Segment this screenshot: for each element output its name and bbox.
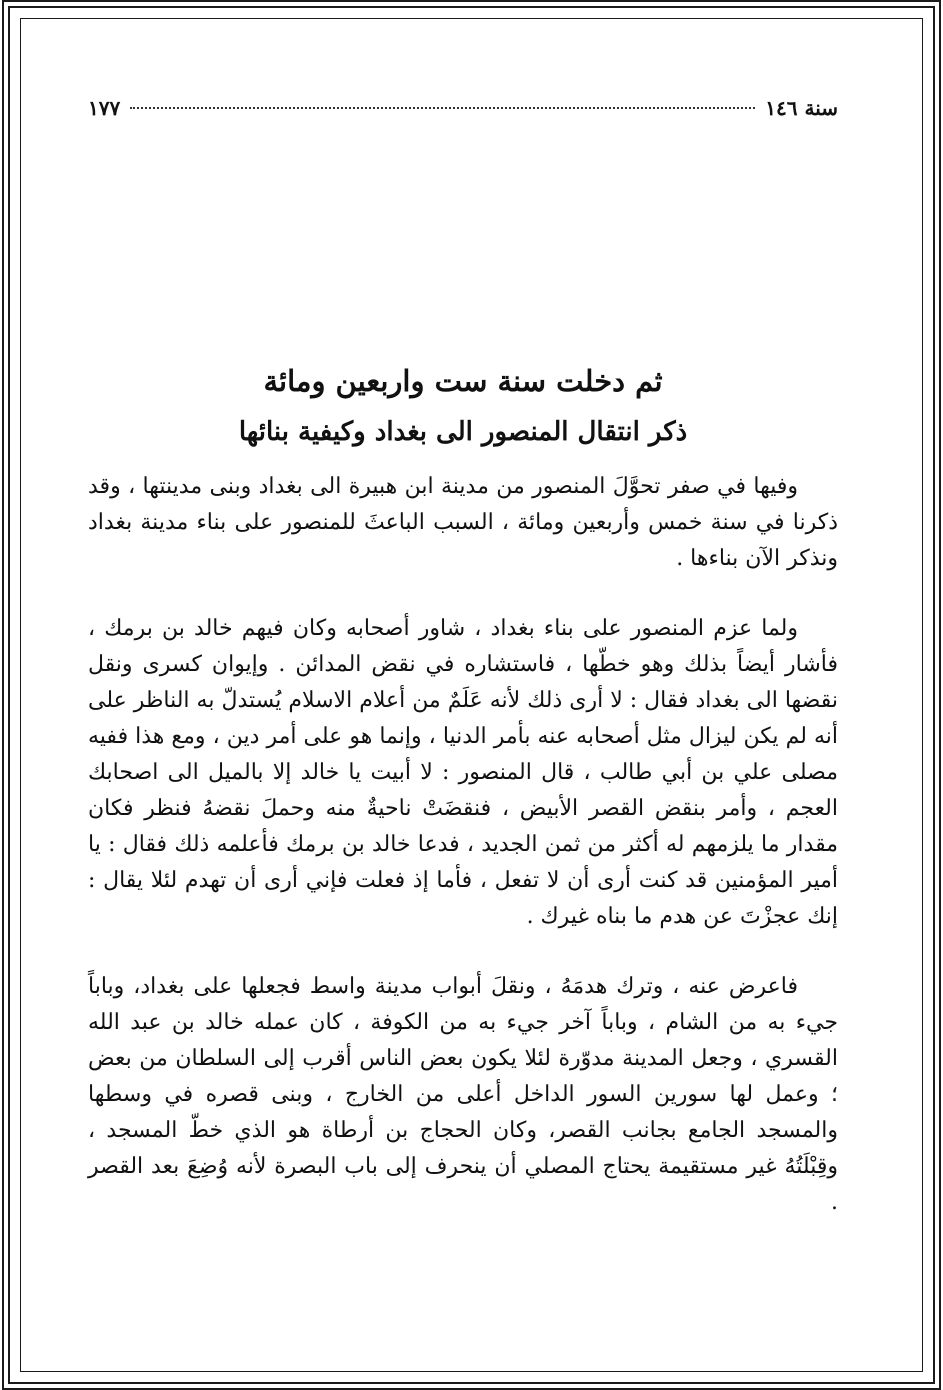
page-number: ١٧٧ bbox=[88, 96, 121, 120]
section-label: سنة ١٤٦ bbox=[765, 96, 838, 120]
paragraph: فاعرض عنه ، وترك هدمَهُ ، ونقلَ أبواب مدينة واسط فجعلها على بغداد، وباباً جيء به من الشام ، وباباً آخر جيء به من الكوفة ، كان عمله خالد بن عبد الله القسري ، وجعل المدينة مدوّرة لئلا يكون بعض الناس أقرب إلى السلطان من بعض ؛ وعمل لها سورين السور الداخل أعلى من الخارج ، وبنى قصره في وسطها والمسجد الجامع بجانب القصر، وكان الحجاج بن أرطاة هو الذي خطّ المسجد ، وقِبْلَتُهُ غير مستقيمة يحتاج المصلي أن ينحرف إلى باب البصرة لأنه وُضِعَ بعد القصر . bbox=[88, 974, 838, 1215]
paragraph: وفيها في صفر تحوَّلَ المنصور من مدينة ابن هبيرة الى بغداد وبنى مدينتها ، وقد ذكرنا في سنة خمس وأربعين ومائة ، السبب الباعثَ للمنصور على بناء مدينة بغداد ونذكر الآن بناءها . bbox=[88, 474, 838, 571]
page-body bbox=[88, 355, 838, 1255]
chapter-heading: ذكر انتقال المنصور الى بغداد وكيفية بنائها bbox=[238, 417, 688, 447]
year-heading: ثم دخلت سنة ست واربعين ومائة bbox=[263, 364, 663, 398]
paragraph: ولما عزم المنصور على بناء بغداد ، شاور أصحابه وكان فيهم خالد بن برمك ، فأشار أيضاً بذلك وهو خطّها ، فاستشاره في نقض المدائن . وإيوان كسرى ونقل نقضها الى بغداد فقال : لا أرى ذلك لأنه عَلَمٌ من أعلام الاسلام يُستدلّ به الناظر على أنه لم يكن ليزال مثل أصحابه عنه بأمر الدنيا ، وإنما هو على أمر دين ، ومع هذا ففيه مصلى علي بن أبي طالب ، قال المنصور : لا أبيت يا خالد إلا بالميل الى اصحابك العجم ، وأمر بنقض القصر الأبيض ، فنقضَتْ ناحيةٌ منه وحملَ نقضهُ فنظر فكان مقدار ما يلزمهم له أكثر من ثمن الجديد ، فدعا خالد بن برمك فأعلمه ذلك فقال : يا أمير المؤمنين قد كنت أرى أن لا تفعل ، فأما إذ فعلت فإني أرى أن تهدم لئلا يقال : إنك عجزْتَ عن هدم ما بناه غيرك . bbox=[88, 616, 838, 929]
running-header bbox=[88, 96, 838, 124]
dotted-leader bbox=[130, 107, 755, 109]
